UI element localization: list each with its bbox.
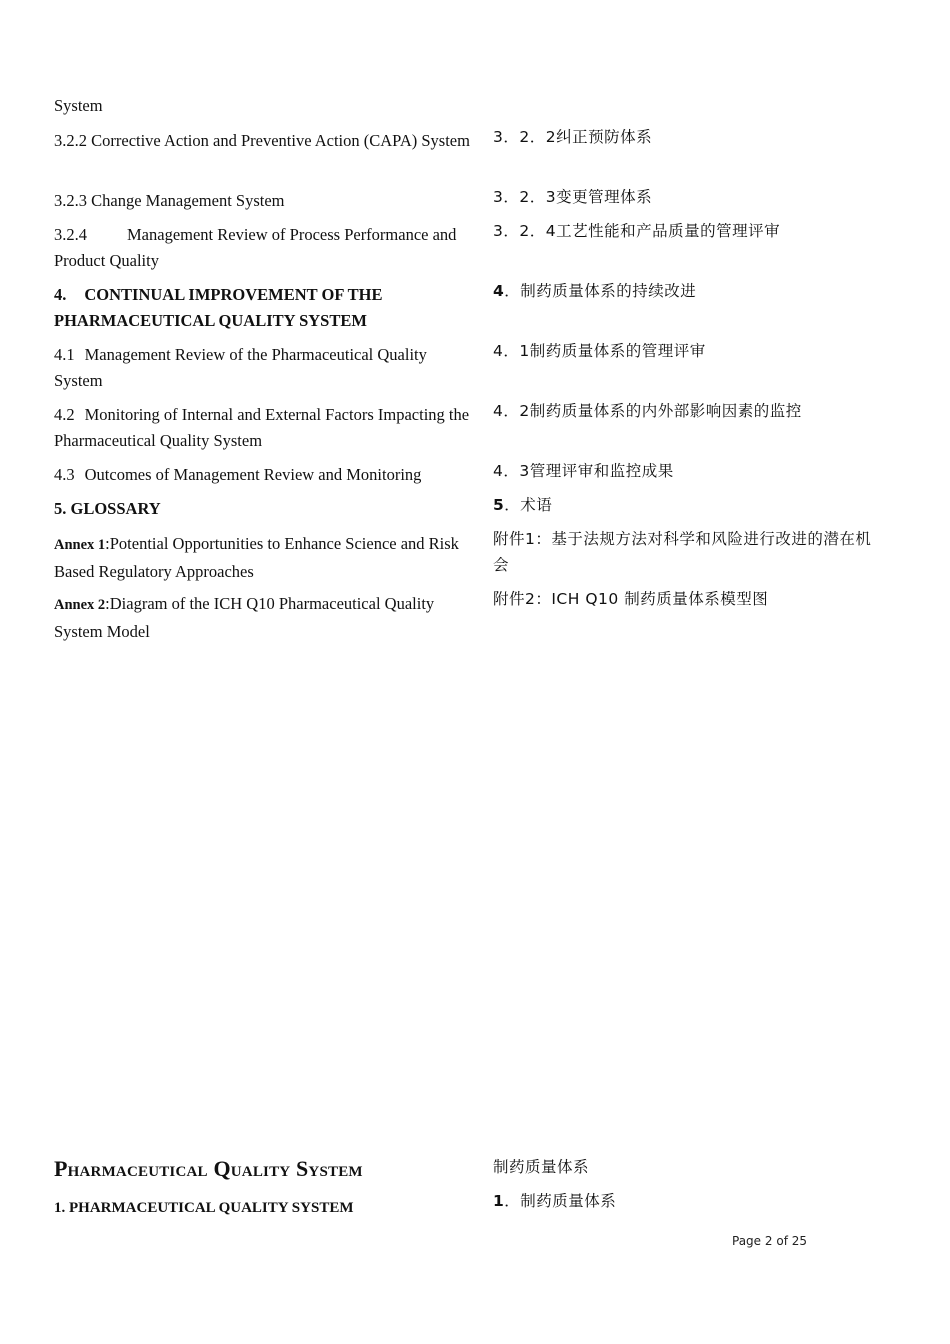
toc-entry-zh-4-2 <box>493 399 873 425</box>
toc-entry-en-3-2-2 <box>54 128 476 154</box>
toc-text: ．术语 <box>504 496 553 514</box>
toc-entry-en-annex-1 <box>54 531 476 584</box>
toc-entry-zh-4-3 <box>493 459 873 485</box>
toc-number: 4.3 <box>54 465 75 484</box>
toc-entry-zh-annex-2 <box>493 587 873 613</box>
toc-number: 3.2.4 <box>54 225 87 244</box>
toc-entry-zh-annex-1 <box>493 527 873 578</box>
toc-number: 4 <box>493 282 505 300</box>
toc-entry-en-5 <box>54 496 476 522</box>
toc-entry-zh-5 <box>493 493 873 519</box>
page-number: 2 <box>764 1234 773 1248</box>
toc-text: Outcomes of Management Review and Monitoring <box>84 465 422 484</box>
toc-text: CONTINUAL IMPROVEMENT OF THE PHARMACEUTICAL QUALITY SYSTEM <box>54 285 383 330</box>
heading-text: ．制药质量体系 <box>504 1192 617 1210</box>
toc-text: 3．2．3变更管理体系 <box>493 188 653 206</box>
toc-text: Management Review of Process Performance and Product Quality <box>54 225 457 270</box>
toc-text: 3.2.3 Change Management System <box>54 191 285 210</box>
toc-text: :Potential Opportunities to Enhance Science and Risk Based Regulatory Approaches <box>54 534 459 581</box>
toc-entry-en-4-3 <box>54 462 476 488</box>
toc-entry-en-3-2-4 <box>54 222 476 273</box>
toc-number: 4. <box>54 285 67 304</box>
toc-text: :Diagram of the ICH Q10 Pharmaceutical Quality System Model <box>54 594 435 641</box>
page-total: 25 <box>791 1234 808 1248</box>
toc-text: 4．1制药质量体系的管理评审 <box>493 342 706 360</box>
toc-entry-zh-3-2-3 <box>493 185 873 211</box>
section-title-en: Pharmaceutical Quality System <box>54 1156 363 1181</box>
toc-number: 4.2 <box>54 405 75 424</box>
toc-entry-en-4-1 <box>54 342 476 393</box>
section-title-zh-text: 制药质量体系 <box>493 1158 590 1176</box>
heading-1-zh <box>493 1189 873 1215</box>
annex-label: Annex 1 <box>54 537 106 553</box>
page-footer <box>732 1231 807 1251</box>
page-label: Page <box>732 1234 762 1248</box>
toc-text: 3．2．4工艺性能和产品质量的管理评审 <box>493 222 781 240</box>
toc-text: ．制药质量体系的持续改进 <box>504 282 697 300</box>
section-title-zh <box>493 1155 873 1181</box>
toc-text: 4．3管理评审和监控成果 <box>493 462 674 480</box>
toc-number: 4.1 <box>54 345 75 364</box>
toc-entry-zh-3-2-2 <box>493 125 873 151</box>
annex-label: Annex 2 <box>54 597 106 613</box>
heading-1-en: 1. PHARMACEUTICAL QUALITY SYSTEM <box>54 1200 354 1216</box>
toc-text: 3．2．2纠正预防体系 <box>493 128 653 146</box>
toc-text: 附件1：基于法规方法对科学和风险进行改进的潜在机会 <box>493 530 872 574</box>
toc-entry-zh-4 <box>493 279 873 305</box>
toc-entry-en-4-2 <box>54 402 476 453</box>
toc-entry-en-continuation <box>54 93 476 119</box>
toc-text: 附件2：ICH Q10 制药质量体系模型图 <box>493 590 769 608</box>
toc-entry-en-3-2-3 <box>54 188 476 214</box>
toc-text: 3.2.2 Corrective Action and Preventive Action (CAPA) System <box>54 131 470 150</box>
toc-entry-en-annex-2 <box>54 591 476 644</box>
toc-entry-zh-3-2-4 <box>493 219 873 245</box>
toc-text: Monitoring of Internal and External Factors Impacting the Pharmaceutical Quality System <box>54 405 470 450</box>
toc-text: 5. GLOSSARY <box>54 499 161 518</box>
toc-number: 5 <box>493 496 505 514</box>
toc-entry-zh-4-1 <box>493 339 873 365</box>
toc-text: Management Review of the Pharmaceutical Quality System <box>54 345 427 390</box>
toc-entry-en-4 <box>54 282 476 333</box>
toc-text: System <box>54 96 103 115</box>
of-label: of <box>776 1234 788 1248</box>
toc-text: 4．2制药质量体系的内外部影响因素的监控 <box>493 402 802 420</box>
heading-number: 1 <box>493 1192 505 1210</box>
